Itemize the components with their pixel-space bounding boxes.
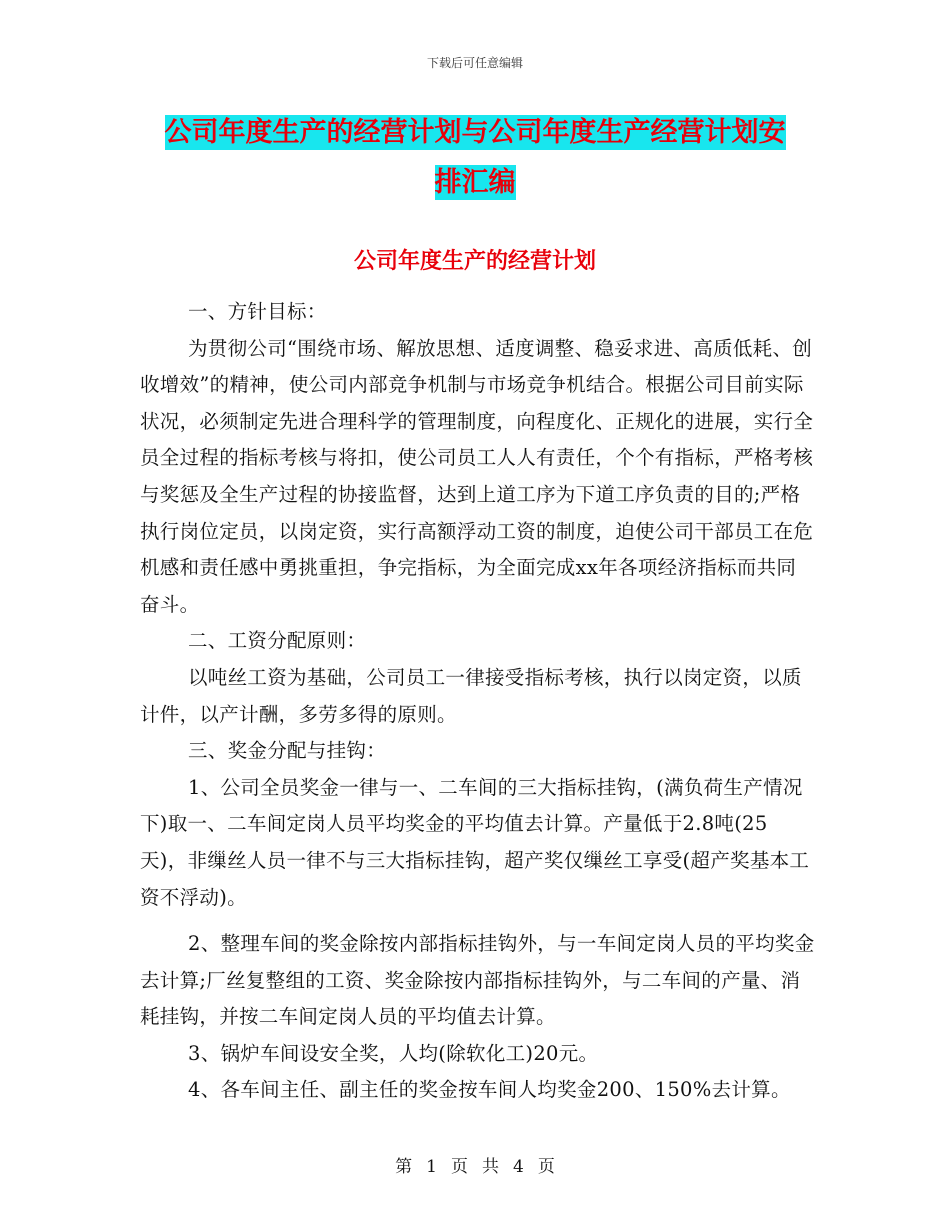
paragraph: 为贯彻公司“围绕市场、解放思想、适度调整、稳妥求进、高质低耗、创收增效”的精神，使公司内部竞争机制与市场竞争机结合。根据公司目前实际状况，必须制定先进合理科学的管理制度，向程度化、正规化的进展，实行全员全过程的指标考核与将扣，使公司员工人人有责任，个个有指标，严格考核与奖惩及全生产过程的协接监督，达到上道工序为下道工序负责的目的;严格执行岗位定员，以岗定资，实行高额浮动工资的制度，迫使公司干部员工在危机感和责任感中勇挑重担，争完指标，为全面完成xx年各项经济指标而共同奋斗。: [140, 336, 814, 616]
header-note: 下载后可任意编辑: [426, 56, 523, 70]
paragraph: 4、各车间主任、副主任的奖金按车间人均奖金200、150%去计算。: [188, 1078, 791, 1102]
paragraph: 1、公司全员奖金一律与一、二车间的三大指标挂钩，(满负荷生产情况下)取一、二车间定岗人员平均奖金的平均值去计算。产量低于2.8吨(25天)，非缫丝人员一律不与三大指标挂钩，超产奖仅缫丝工享受(超产奖基本工资不浮动)。: [140, 775, 810, 909]
paragraph: 3、锅炉车间设安全奖，人均(除软化工)20元。: [188, 1041, 599, 1065]
paragraph: 2、整理车间的奖金除按内部指标挂钩外，与一车间定岗人员的平均奖金去计算;厂丝复整组的工资、奖金除按内部指标挂钩外，与二车间的产量、消耗挂钩，并按二车间定岗人员的平均值去计算。: [140, 932, 815, 1029]
paragraph-heading-3: 三、奖金分配与挂钩：: [188, 739, 387, 763]
page-total: 4: [513, 1157, 524, 1177]
paragraph: 以吨丝工资为基础，公司员工一律接受指标考核，执行以岗定资，以质计件，以产计酬，多劳多得的原则。: [140, 665, 802, 726]
paragraph-heading-1: 一、方针目标：: [188, 300, 327, 323]
document-title-line-2: 排汇编: [434, 167, 516, 198]
document-title: [140, 108, 810, 208]
page-number: 1: [426, 1157, 437, 1177]
section-title: 公司年度生产的经营计划: [353, 249, 596, 274]
page-footer: [0, 1152, 950, 1177]
document-title-line-1: 公司年度生产的经营计划与公司年度生产经营计划安: [164, 117, 786, 148]
footer-ye-2: 页: [537, 1157, 555, 1177]
footer-di: 第: [395, 1157, 413, 1177]
footer-ye: 页: [451, 1157, 468, 1177]
footer-gong: 共: [482, 1157, 499, 1177]
document-body: [140, 294, 815, 1109]
paragraph-heading-2: 二、工资分配原则：: [188, 629, 367, 653]
